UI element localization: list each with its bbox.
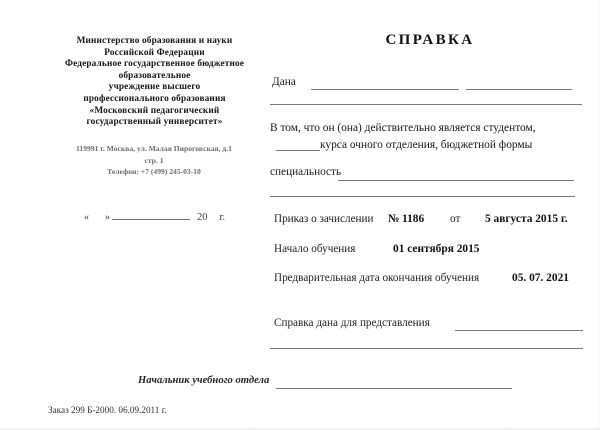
letterhead-line: образовательное	[118, 70, 191, 81]
address-line: 119991 г. Москва, ул. Малая Пироговская, д.1	[76, 144, 232, 153]
letterhead-line: «Московский педагогический	[89, 105, 220, 116]
study-start-label: Начало обучения	[274, 243, 356, 255]
study-end-value: 05. 07. 2021	[512, 272, 569, 284]
letterhead-block	[52, 36, 257, 129]
signature-blank-rule	[276, 388, 512, 389]
issue-date-stub	[84, 212, 225, 223]
purpose-blank-rule	[455, 330, 583, 331]
speciality-blank-rule	[338, 180, 574, 181]
course-number-blank-rule	[276, 150, 320, 151]
letterhead-line: профессионального образования	[83, 93, 226, 104]
year-suffix: г.	[219, 212, 225, 223]
given-to-blank-rule-left	[311, 89, 459, 90]
statement-line-1: В том, что он (она) действительно является студентом,	[270, 122, 536, 134]
address-line: стр. 1	[144, 155, 164, 165]
purpose-blank-rule-second	[270, 348, 583, 349]
speciality-label: специальность	[270, 166, 342, 178]
quote-close: »	[105, 212, 110, 223]
study-start-value: 01 сентября 2015	[393, 243, 480, 255]
letterhead-line: Российской Федерации	[104, 47, 205, 58]
given-to-blank-rule-right	[466, 89, 572, 90]
order-label: Приказ о зачислении	[274, 213, 374, 225]
speciality-blank-rule-second	[270, 196, 575, 197]
statement-line-2: курса очного отделения, бюджетной формы	[320, 139, 533, 151]
order-number-value: 1186	[402, 213, 425, 225]
quote-open: «	[84, 212, 89, 223]
order-date-value: 5 августа 2015 г.	[485, 213, 568, 225]
phone-line: Телефон: +7 (499) 245-03-10	[107, 167, 201, 176]
organization-address	[48, 143, 260, 178]
letterhead-line: государственный университет»	[86, 117, 223, 128]
given-to-blank-rule-second	[270, 104, 582, 105]
page-title: СПРАВКА	[385, 32, 475, 48]
print-order-footer: Заказ 299 Б-2000. 06.09.2011 г.	[48, 405, 167, 415]
issue-date-blank-rule	[112, 219, 190, 220]
purpose-label: Справка дана для представления	[274, 317, 430, 329]
study-end-label: Предварительная дата окончания обучения	[274, 272, 480, 284]
order-number-sign: №	[388, 213, 400, 225]
letterhead-line: учреждение высшего	[108, 82, 201, 93]
year-prefix: 20	[197, 212, 208, 223]
order-from-label: от	[450, 213, 461, 225]
signatory-role-label: Начальник учебного отдела	[138, 375, 270, 386]
letterhead-line: Министерство образования и науки	[76, 36, 233, 46]
letterhead-line: Федеральное государственное бюджетное	[64, 59, 245, 70]
given-to-label: Дана	[272, 76, 296, 88]
